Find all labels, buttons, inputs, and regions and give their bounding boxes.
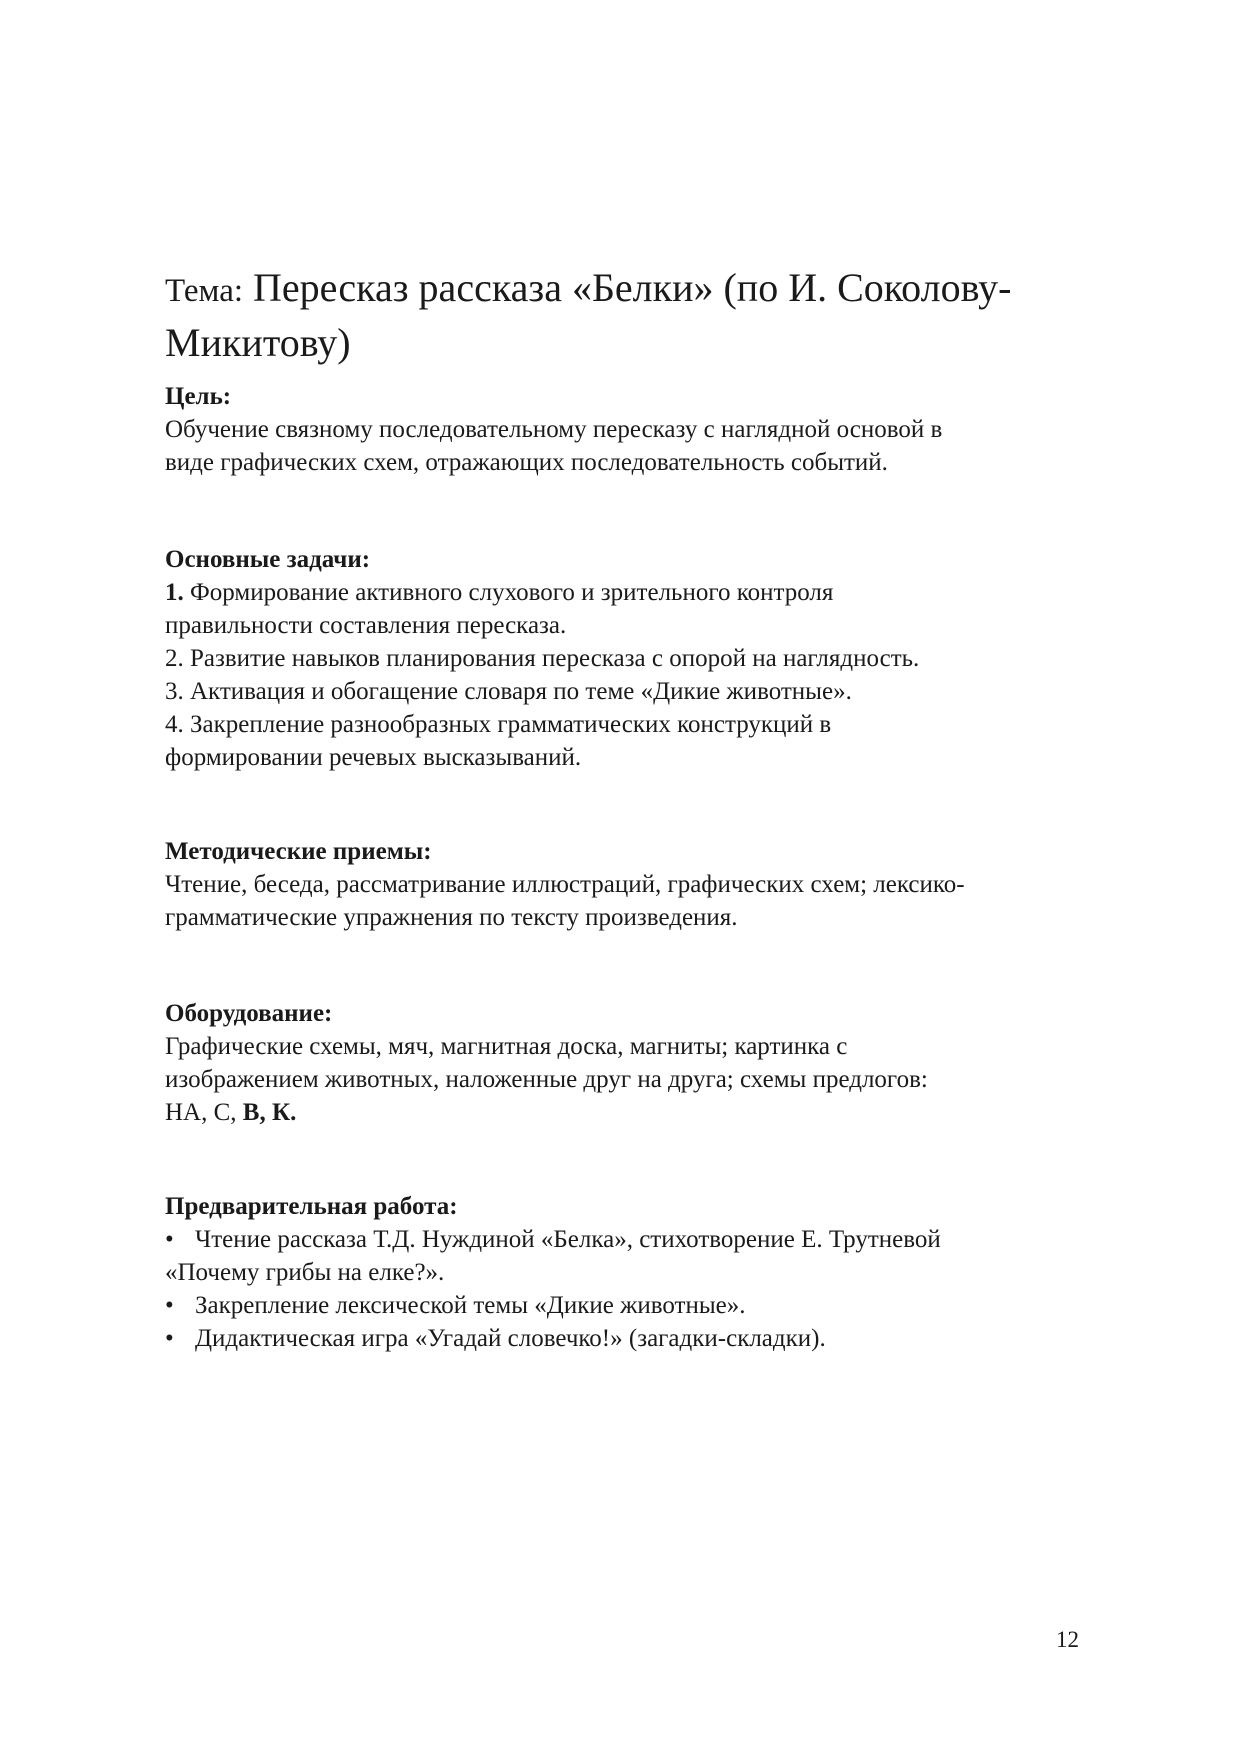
equipment-line-3-bold: В, К. [242, 1099, 297, 1126]
bullet-icon: • [165, 1292, 174, 1319]
goal-line-1: Обучение связному последовательному пересказу с наглядной основой в [165, 416, 943, 443]
task-text: формировании речевых высказываний. [165, 744, 582, 771]
methods-line-1: Чтение, беседа, рассматривание иллюстраций, графических схем; лексико- [165, 871, 965, 898]
list-item [165, 708, 1095, 774]
list-item [165, 1223, 1095, 1289]
preliminary-list [165, 1223, 1095, 1355]
task-text: правильности составления пересказа. [165, 612, 567, 639]
task-number: 2. [165, 645, 184, 672]
preliminary-text: Дидактическая игра «Угадай словечко!» (загадки-складки). [195, 1325, 826, 1352]
equipment-section [165, 997, 1095, 1129]
preliminary-heading: Предварительная работа: [165, 1193, 458, 1220]
methods-heading: Методические приемы: [165, 838, 432, 865]
title-line-2: Микитову) [165, 320, 351, 365]
task-text: Развитие навыков планирования пересказа с опорой на наглядность. [190, 645, 920, 672]
list-item [165, 642, 1095, 675]
list-item [165, 1289, 1095, 1322]
tasks-list [165, 576, 1095, 774]
goal-section [165, 380, 1095, 479]
title-line-1: Пересказ рассказа «Белки» (по И. Соколову- [253, 265, 1012, 310]
tasks-heading: Основные задачи: [165, 546, 371, 573]
equipment-line-1: Графические схемы, мяч, магнитная доска, магниты; картинка с [165, 1033, 848, 1060]
equipment-line-2: изображением животных, наложенные друг на друга; схемы предлогов: [165, 1066, 928, 1093]
goal-line-2: виде графических схем, отражающих последовательность событий. [165, 449, 888, 476]
methods-line-2: грамматические упражнения по тексту произведения. [165, 904, 738, 931]
preliminary-text: «Почему грибы на елке?». [165, 1259, 445, 1286]
equipment-text [165, 1030, 1095, 1129]
bullet-icon: • [165, 1325, 174, 1352]
goal-text [165, 413, 1095, 479]
equipment-heading: Оборудование: [165, 1000, 333, 1027]
bullet-icon: • [165, 1226, 174, 1253]
task-number: 4. [165, 711, 184, 738]
preliminary-text: Закрепление лексической темы «Дикие животные». [195, 1292, 746, 1319]
tasks-section [165, 543, 1095, 774]
methods-text [165, 868, 1095, 934]
task-number: 1. [165, 579, 184, 606]
list-item [165, 576, 1095, 642]
task-text: Активация и обогащение словаря по теме «Дикие животные». [190, 678, 852, 705]
preliminary-section [165, 1190, 1095, 1355]
task-text: Закрепление разнообразных грамматических конструкций в [190, 711, 832, 738]
task-number: 3. [165, 678, 184, 705]
page-title [165, 262, 1065, 369]
title-prefix: Тема: [165, 273, 244, 309]
page-number: 12 [1056, 1627, 1079, 1652]
methods-section [165, 835, 1095, 934]
list-item [165, 1322, 1095, 1355]
equipment-line-3-plain: НА, С, [165, 1099, 237, 1126]
list-item [165, 675, 1095, 708]
goal-heading: Цель: [165, 383, 232, 410]
task-text: Формирование активного слухового и зрительного контроля [190, 579, 834, 606]
preliminary-text: Чтение рассказа Т.Д. Нуждиной «Белка», стихотворение Е. Трутневой [195, 1226, 941, 1253]
